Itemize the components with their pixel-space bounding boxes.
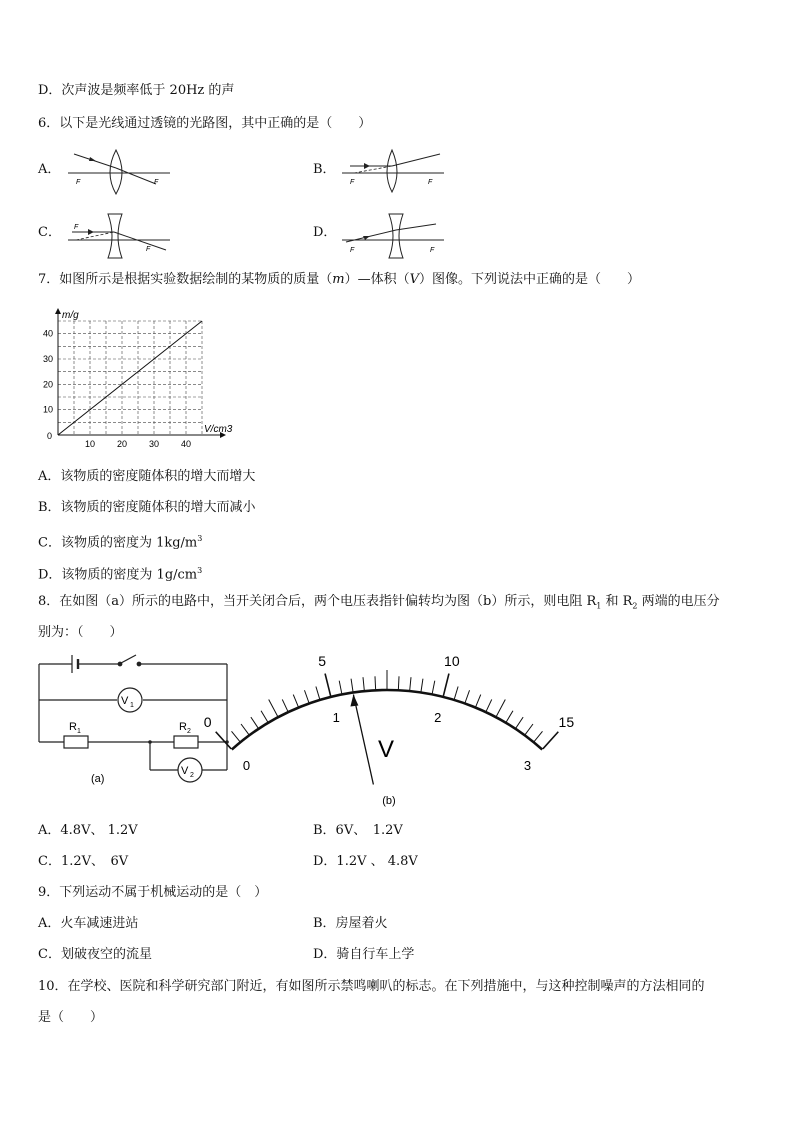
q9-option-b: B．房屋着火 xyxy=(313,916,388,931)
q8-option-c: C．1.2V、 6V xyxy=(38,854,129,869)
r1-sub: 1 xyxy=(77,728,81,735)
dial-tick xyxy=(476,695,481,707)
q8-option-d: D．1.2V 、 4.8V xyxy=(313,854,418,869)
q6-figure-b xyxy=(340,146,450,194)
focus-label-right: F xyxy=(146,246,151,253)
dial-tick xyxy=(293,695,298,707)
q9-stem: 9．下列运动不属于机械运动的是（ ） xyxy=(38,885,268,900)
q10-stem-line2: 是（ ） xyxy=(38,1010,104,1025)
convex-lens xyxy=(110,150,122,194)
dial-tick xyxy=(363,677,364,690)
q10-stem-line1: 10．在学校、医院和科学研究部门附近，有如图所示禁鸣喇叭的标志。在下列措施中，与这种控制噪声的方法相同的 xyxy=(38,979,705,994)
dial-tick xyxy=(432,681,435,694)
q7-stem xyxy=(38,271,640,289)
q7-stem-v: V xyxy=(409,272,420,287)
x-tick-label: 20 xyxy=(116,439,128,449)
q8-stem-part1: 8．在如图（a）所示的电路中，当开关闭合后，两个电压表指针偏转均为图（b）所示，则电阻 R xyxy=(38,594,597,609)
focus-label-left: F xyxy=(350,179,355,186)
outer-scale-label: 10 xyxy=(444,652,460,669)
y-axis-arrow-icon xyxy=(55,308,61,314)
inner-scale-label: 1 xyxy=(332,710,340,726)
q9-option-d: D．骑自行车上学 xyxy=(313,947,415,962)
dial-tick xyxy=(410,677,411,690)
focus-label-right: F xyxy=(428,179,433,186)
outer-scale-label: 15 xyxy=(558,713,575,730)
data-line xyxy=(58,321,202,435)
focus-label-left: F xyxy=(74,224,79,231)
dial-tick xyxy=(339,681,342,694)
dial-tick xyxy=(316,686,320,698)
ray xyxy=(396,224,436,230)
subscript-1: 1 xyxy=(596,601,602,611)
y-tick-label: 20 xyxy=(42,379,53,390)
inner-scale-label: 2 xyxy=(434,710,442,726)
dial-tick xyxy=(454,686,458,698)
y-tick-label: 10 xyxy=(42,404,53,415)
q6-label-a: A． xyxy=(38,162,61,177)
v1-sub: 1 xyxy=(130,702,134,709)
outer-scale-label: 5 xyxy=(318,652,327,669)
circuit-diagram xyxy=(36,650,232,784)
circuit-caption: (a) xyxy=(91,773,105,785)
dial-tick xyxy=(506,711,513,722)
q8-stem-part2: 和 R xyxy=(601,594,633,609)
meter-caption: (b) xyxy=(382,795,396,807)
q7-option-d xyxy=(38,562,202,584)
q6-label-d: D． xyxy=(313,225,337,240)
dial-tick xyxy=(496,699,505,716)
dial-tick xyxy=(375,676,376,689)
dial-tick xyxy=(525,724,533,734)
focus-label-left: F xyxy=(76,179,81,186)
ray xyxy=(114,232,166,250)
dial-tick xyxy=(269,699,278,716)
subscript-2: 2 xyxy=(632,601,638,611)
resistor-r1 xyxy=(64,736,88,748)
dial-tick xyxy=(443,674,449,696)
dial-tick xyxy=(516,717,523,728)
x-tick-label: 30 xyxy=(148,439,160,449)
q8-option-b: B．6V、 1.2V xyxy=(313,823,403,838)
y-axis-label: m/g xyxy=(62,310,79,321)
q8-stem-line2: 别为：（ ） xyxy=(38,625,123,640)
v2-label: V xyxy=(181,765,189,777)
dial-tick xyxy=(261,711,268,722)
dial-tick xyxy=(232,731,240,741)
x-tick-label: 40 xyxy=(180,439,192,449)
x-axis-label: V/cm3 xyxy=(204,424,233,435)
switch-contact xyxy=(137,662,141,666)
x-tick-label: 10 xyxy=(84,439,96,449)
focus-label-right: F xyxy=(154,179,159,186)
dial-tick xyxy=(534,731,542,741)
q8-stem xyxy=(38,593,720,616)
y-tick-label: 30 xyxy=(42,354,53,364)
arrow-icon xyxy=(363,236,370,240)
q7-stem-pre: 7．如图所示是根据实验数据绘制的某物质的质量（ xyxy=(38,272,333,287)
arrow-icon xyxy=(89,157,96,161)
r1-label: R xyxy=(69,721,77,733)
q9-option-a: A．火车减速进站 xyxy=(38,916,139,931)
dial-tick xyxy=(325,674,331,696)
dial-tick xyxy=(421,679,423,692)
q6-label-c: C． xyxy=(38,225,61,240)
inner-scale-label: 3 xyxy=(523,757,532,773)
q5-option-d: D．次声波是频率低于 20Hz 的声 xyxy=(38,83,235,98)
dial-tick xyxy=(251,717,258,728)
voltmeter-dial xyxy=(203,652,575,810)
q6-figure-a xyxy=(66,146,176,194)
r2-label: R xyxy=(179,721,187,733)
q7-stem-m: m xyxy=(332,272,345,287)
dial-tick xyxy=(486,699,492,711)
dashed-extension xyxy=(354,166,392,173)
switch-lever xyxy=(121,655,136,663)
meter-needle xyxy=(353,694,373,784)
origin-label: 0 xyxy=(46,431,52,441)
concave-lens xyxy=(389,214,403,258)
dial-tick xyxy=(398,676,399,689)
focus-label-right: F xyxy=(430,247,435,254)
dial-tick xyxy=(304,690,308,702)
dial-tick xyxy=(543,732,558,749)
q6-stem: 6．以下是光线通过透镜的光路图，其中正确的是（ ） xyxy=(38,116,372,131)
q6-figure-c xyxy=(66,210,176,260)
q7-option-b: B．该物质的密度随体积的增大而减小 xyxy=(38,500,256,515)
arrow-icon xyxy=(364,163,370,169)
superscript-3: 3 xyxy=(197,566,203,575)
arrow-icon xyxy=(88,229,94,235)
inner-scale-label: 0 xyxy=(242,757,251,773)
q9-option-c: C．划破夜空的流星 xyxy=(38,947,152,962)
concave-lens xyxy=(108,214,122,258)
q8-option-a: A．4.8V、 1.2V xyxy=(38,823,138,838)
q7-option-c xyxy=(38,530,202,552)
dial-tick xyxy=(465,690,469,702)
outer-scale-label: 0 xyxy=(203,713,212,730)
q6-label-b: B． xyxy=(313,162,336,177)
q7-stem-mid: ）—体积（ xyxy=(344,272,410,287)
dial-tick xyxy=(241,724,249,734)
dial-tick xyxy=(282,699,288,711)
v1-label: V xyxy=(121,695,129,707)
q8-stem-part3: 两端的电压分 xyxy=(637,594,720,609)
q7-stem-post: ）图像。下列说法中正确的是（ ） xyxy=(419,272,641,287)
resistor-r2 xyxy=(174,736,198,748)
y-tick-label: 40 xyxy=(42,328,53,339)
q7-option-c-text: C．该物质的密度为 1kg/m xyxy=(38,535,198,551)
convex-lens xyxy=(387,150,397,192)
q7-option-a: A．该物质的密度随体积的增大而增大 xyxy=(38,469,256,484)
dial-tick xyxy=(351,679,353,692)
ray xyxy=(392,154,440,166)
focus-label-left: F xyxy=(350,247,355,254)
q6-figure-d xyxy=(340,210,450,260)
v2-sub: 2 xyxy=(190,772,194,779)
r2-sub: 2 xyxy=(187,728,191,735)
superscript-3: 3 xyxy=(197,534,203,543)
unit-label: V xyxy=(378,736,395,763)
mass-volume-chart xyxy=(30,304,233,454)
q7-option-d-text: D．该物质的密度为 1g/cm xyxy=(38,567,198,583)
